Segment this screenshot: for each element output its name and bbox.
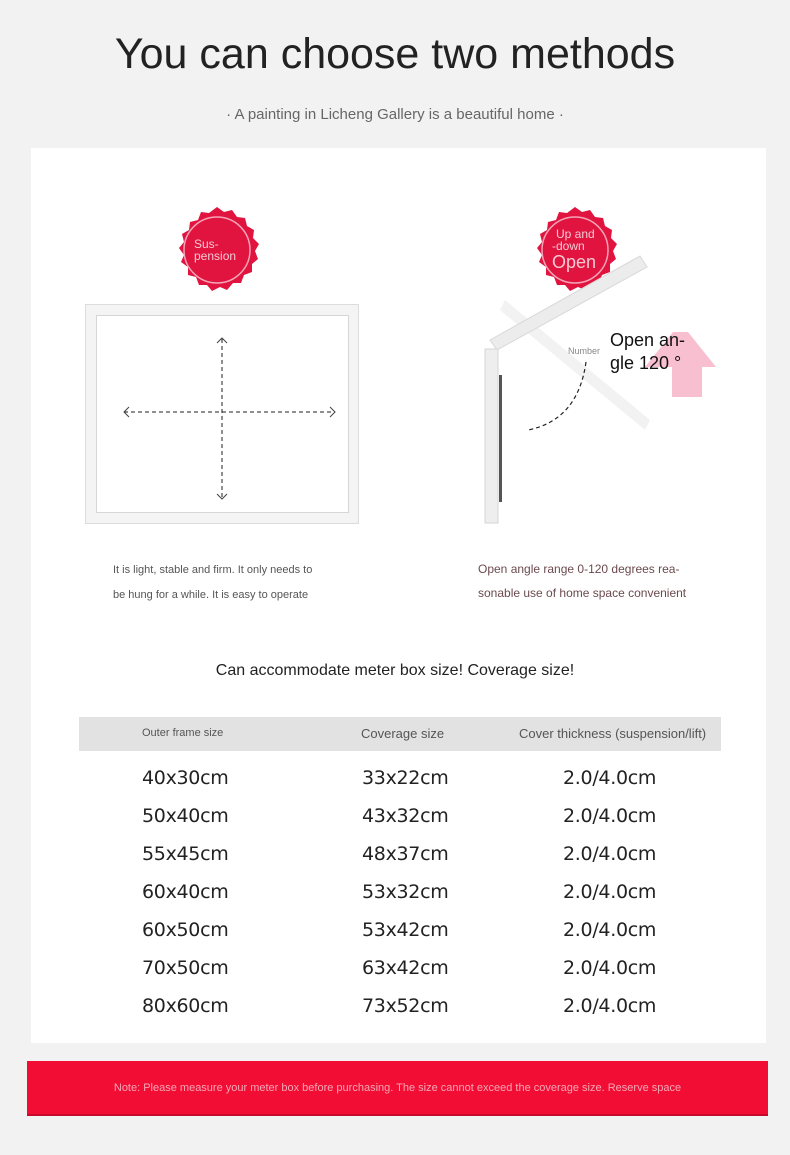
size-table	[79, 717, 721, 1023]
coverage-cell: 63x42cm	[362, 957, 449, 979]
measurement-note-banner: Note: Please measure your meter box before purchasing. The size cannot exceed the coverage size. Reserve space	[27, 1061, 768, 1116]
table-row	[79, 757, 721, 795]
description-line2: be hung for a while. It is easy to operate	[113, 589, 309, 601]
description-line2: sonable use of home space convenient	[478, 586, 687, 600]
open-angle-label	[610, 329, 685, 375]
thickness-cell: 2.0/4.0cm	[563, 957, 657, 979]
suspension-description	[113, 558, 312, 608]
outer-frame-cell: 80x60cm	[142, 995, 229, 1017]
thickness-cell: 2.0/4.0cm	[563, 995, 657, 1017]
column-header-coverage: Coverage size	[361, 726, 445, 741]
diagram-small-label: Number	[568, 346, 601, 356]
coverage-cell: 48x37cm	[362, 843, 449, 865]
badge-label-line3: Open	[552, 252, 597, 272]
page-title: You can choose two methods	[114, 30, 676, 78]
table-row	[79, 909, 721, 947]
coverage-cell: 53x32cm	[362, 881, 449, 903]
angle-line2: gle 120 °	[610, 353, 682, 373]
size-section-heading: Can accommodate meter box size! Coverage size!	[215, 662, 575, 679]
badge-label-line2: -down	[552, 239, 585, 253]
thickness-cell: 2.0/4.0cm	[563, 767, 657, 789]
page-subtitle: · A painting in Licheng Gallery is a beautiful home ·	[226, 106, 564, 123]
suspension-badge	[172, 205, 262, 295]
outer-frame-cell: 70x50cm	[142, 957, 229, 979]
angle-line1: Open an-	[610, 330, 686, 350]
coverage-cell: 43x32cm	[362, 805, 449, 827]
thickness-cell: 2.0/4.0cm	[563, 843, 657, 865]
outer-frame-cell: 55x45cm	[142, 843, 229, 865]
badge-label-line1: Sus-	[194, 237, 219, 251]
thickness-cell: 2.0/4.0cm	[563, 919, 657, 941]
outer-frame-cell: 60x40cm	[142, 881, 229, 903]
column-header-outer-frame: Outer frame size	[142, 727, 224, 739]
outer-frame-cell: 60x50cm	[142, 919, 229, 941]
suspension-frame-diagram	[85, 304, 359, 524]
badge-label-line1: Up and	[556, 227, 595, 241]
table-row	[79, 833, 721, 871]
thickness-cell: 2.0/4.0cm	[563, 881, 657, 903]
table-row	[79, 985, 721, 1023]
size-table-body	[79, 757, 721, 1023]
coverage-cell: 53x42cm	[362, 919, 449, 941]
outer-frame-cell: 40x30cm	[142, 767, 229, 789]
table-row	[79, 947, 721, 985]
suspension-badge-text	[172, 205, 262, 295]
table-row	[79, 871, 721, 909]
lift-open-diagram	[470, 250, 730, 530]
outer-frame-cell: 50x40cm	[142, 805, 229, 827]
description-line1: It is light, stable and firm. It only needs to	[113, 564, 313, 576]
column-header-thickness: Cover thickness (suspension/lift)	[519, 726, 707, 741]
coverage-cell: 73x52cm	[362, 995, 449, 1017]
move-arrows-icon	[86, 305, 360, 525]
coverage-cell: 33x22cm	[362, 767, 449, 789]
table-row	[79, 795, 721, 833]
size-table-header	[79, 717, 721, 751]
thickness-cell: 2.0/4.0cm	[563, 805, 657, 827]
lift-description	[478, 557, 686, 605]
badge-label-line2: pension	[194, 249, 237, 263]
description-line1: Open angle range 0-120 degrees rea-	[478, 562, 680, 576]
